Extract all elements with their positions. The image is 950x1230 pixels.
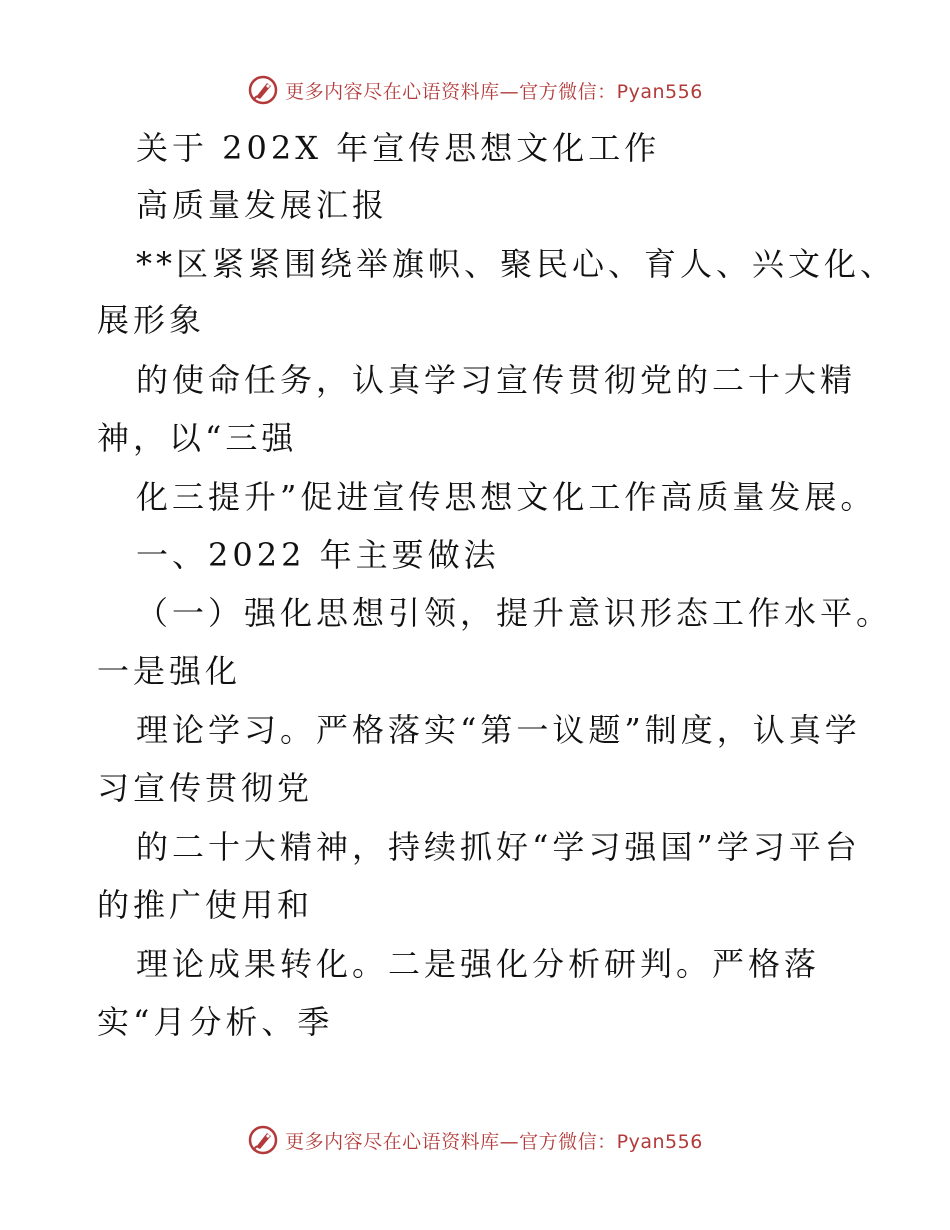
- paragraph-line: 理论学习。严格落实“第一议题”制度，认真学: [136, 711, 861, 749]
- watermark-text: 更多内容尽在心语资料库—官方微信：Pyan556: [285, 80, 703, 103]
- footer-watermark: [0, 1120, 950, 1160]
- paragraph-line: 展形象: [97, 301, 206, 339]
- document-title-line-2: 高质量发展汇报: [136, 186, 389, 224]
- watermark-text: 更多内容尽在心语资料库—官方微信：Pyan556: [285, 1130, 703, 1153]
- subsection-heading: （一）强化思想引领，提升意识形态工作水平。: [136, 594, 893, 632]
- document-title-line-1: 关于 202X 年宣传思想文化工作: [136, 129, 661, 167]
- paragraph-line: 神，以“三强: [97, 419, 298, 457]
- paragraph-line: 的使命任务，认真学习宣传贯彻党的二十大精: [136, 361, 857, 399]
- paragraph-line: 习宣传贯彻党: [97, 769, 314, 807]
- pen-nib-logo-icon: [247, 1124, 279, 1156]
- section-heading: 一、2022 年主要做法: [136, 536, 500, 574]
- paragraph-line: 一是强化: [97, 652, 242, 690]
- paragraph-line: 实“月分析、季: [97, 1003, 334, 1041]
- paragraph-line: 理论成果转化。二是强化分析研判。严格落: [136, 945, 821, 983]
- pen-nib-logo-icon: [247, 74, 279, 106]
- paragraph-line: 的推广使用和: [97, 886, 314, 924]
- header-watermark: [0, 70, 950, 110]
- paragraph-line: 化三提升”促进宣传思想文化工作高质量发展。: [136, 478, 877, 516]
- paragraph-line: **区紧紧围绕举旗帜、聚民心、育人、兴文化、: [136, 245, 897, 283]
- paragraph-line: 的二十大精神，持续抓好“学习强国”学习平台: [136, 828, 861, 866]
